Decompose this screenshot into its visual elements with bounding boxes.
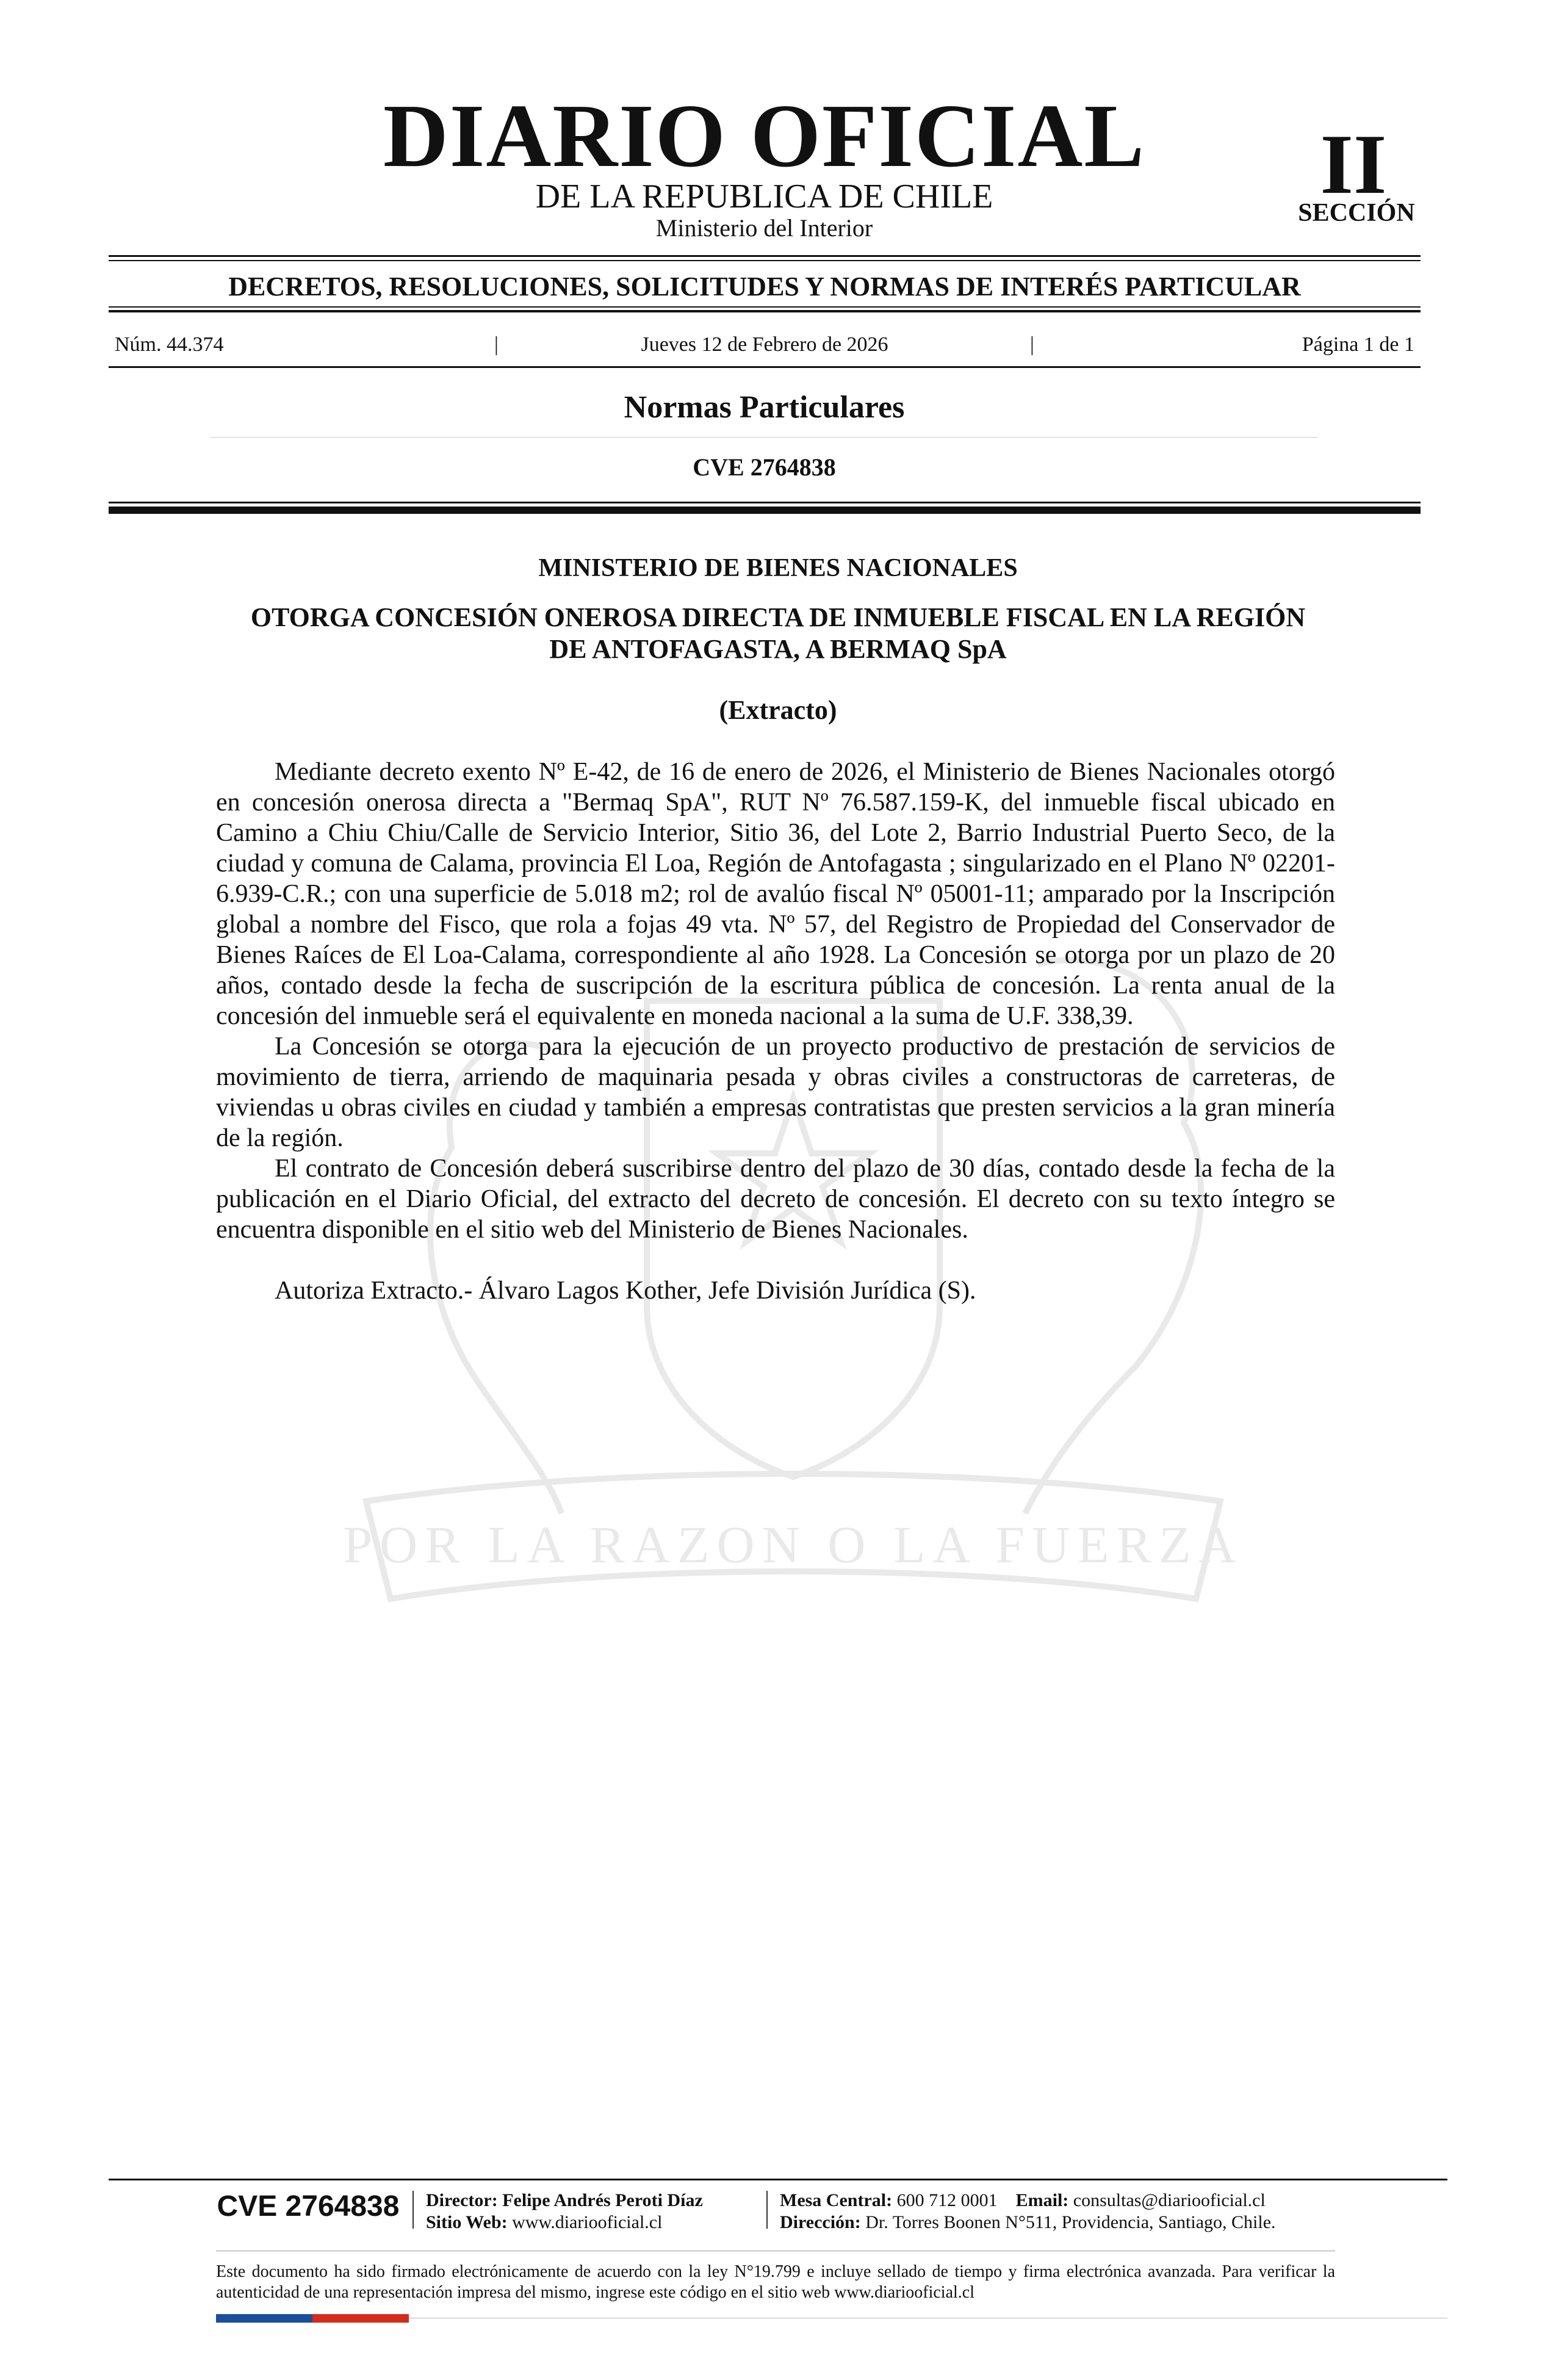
- issue-separator: |: [1030, 333, 1034, 356]
- issue-page: Página 1 de 1: [1302, 333, 1414, 356]
- issue-rule: [109, 366, 1421, 368]
- footer-contact-block: [780, 2190, 1366, 2234]
- article-paragraph: El contrato de Concesión deberá suscribirse dentro del plazo de 30 días, contado desde la fecha de la publicación en el Diario Oficial, del extracto del decreto de concesión. El decreto con su texto íntegro se encuentra disponible en el sitio web del Ministerio de Bienes Nacionales.: [216, 1155, 1335, 1244]
- article-signature: Autoriza Extracto.- Álvaro Lagos Kother, Jefe División Jurídica (S).: [275, 1277, 976, 1305]
- article-rule-thin: [109, 502, 1421, 503]
- signature-notice: Este documento ha sido firmado electrónicamente de acuerdo con la ley N°19.799 e incluye sellado de tiempo y firma electrónica avanzada. Para verificar la autenticidad de una representación impresa del mismo, ingrese este código en el sitio web www.diariooficial.cl: [216, 2262, 1335, 2302]
- issue-number: Núm. 44.374: [115, 333, 224, 356]
- section-label: SECCIÓN: [1298, 199, 1415, 227]
- director-name: Felipe Andrés Peroti Díaz: [502, 2190, 703, 2210]
- footer-director-block: [426, 2190, 768, 2234]
- section-number: II: [1320, 117, 1387, 212]
- masthead-rule-top-thin: [109, 260, 1421, 261]
- flag-stripe-red: [312, 2314, 409, 2323]
- article-subtitle: (Extracto): [719, 695, 837, 725]
- website-label: Sitio Web:: [426, 2212, 508, 2232]
- footer-divider: [412, 2191, 414, 2229]
- header-band: DECRETOS, RESOLUCIONES, SOLICITUDES Y NORMAS DE INTERÉS PARTICULAR: [228, 272, 1301, 301]
- article-paragraph: La Concesión se otorga para la ejecución de un proyecto productivo de prestación de servicios de movimiento de tierra, arriendo de maquinaria pesada y obras civiles a constructoras de carreteras, de viviendas u obras civiles en ciudad y también a empresas contratistas que presten servicios a la gran minería de la región.: [216, 1033, 1335, 1152]
- phone-number: 600 712 0001: [896, 2190, 998, 2210]
- footer-rule-top: [109, 2179, 1447, 2180]
- address-label: Dirección:: [780, 2212, 861, 2232]
- article-paragraph: Mediante decreto exento Nº E-42, de 16 de enero de 2026, el Ministerio de Bienes Nacionales otorgó en concesión onerosa directa a "Bermaq SpA", RUT Nº 76.587.159-K, del inmueble fiscal ubicado en Camino a Chiu Chiu/Calle de Servicio Interior, Sitio 36, del Lote 2, Barrio Industrial Puerto Seco, de la ciudad y comuna de Calama, provincia El Loa, Región de Antofagasta ; singularizado en el Plano Nº 02201-6.939-C.R.; con una superficie de 5.018 m2; rol de avalúo fiscal Nº 05001-11; amparado por la Inscripción global a nombre del Fisco, que rola a fojas 49 vta. Nº 57, del Registro de Propiedad del Conservador de Bienes Raíces de El Loa-Calama, correspondiente al año 1928. La Concesión se otorga por un plazo de 20 años, contado desde la fecha de suscripción de la escritura pública de concesión. La renta anual de la concesión del inmueble será el equivalente en moneda nacional a la suma de U.F. 338,39.: [216, 758, 1335, 1030]
- phone-label: Mesa Central:: [780, 2190, 893, 2210]
- cve-code: CVE 2764838: [693, 453, 836, 481]
- email-link[interactable]: consultas@diariooficial.cl: [1073, 2190, 1266, 2210]
- section-heading-underline: [211, 437, 1318, 438]
- footer-cve-code: CVE 2764838: [217, 2190, 400, 2223]
- article-ministry: MINISTERIO DE BIENES NACIONALES: [538, 554, 1018, 582]
- header-band-rule-thin: [109, 306, 1421, 308]
- header-band-rule: [109, 310, 1421, 312]
- email-label: Email:: [1015, 2190, 1069, 2210]
- article-title: OTORGA CONCESIÓN ONEROSA DIRECTA DE INMUEBLE FISCAL EN LA REGIÓN DE ANTOFAGASTA, A BERMAQ SpA: [250, 602, 1306, 664]
- flag-stripe-blue: [216, 2314, 312, 2323]
- issue-separator: |: [494, 333, 499, 356]
- masthead-rule-top: [109, 255, 1421, 257]
- watermark-motto: POR LA RAZON O LA FUERZA: [343, 1515, 1244, 1574]
- issue-date: Jueves 12 de Febrero de 2026: [641, 333, 888, 356]
- masthead-subtitle: DE LA REPUBLICA DE CHILE: [535, 178, 993, 215]
- article-rule-thick: [109, 507, 1421, 514]
- article-body: [216, 757, 1335, 1306]
- masthead-title: DIARIO OFICIAL: [383, 86, 1146, 186]
- masthead-ministry: Ministerio del Interior: [655, 214, 873, 242]
- footer-divider: [766, 2191, 768, 2229]
- director-label: Director:: [426, 2190, 498, 2210]
- website-link[interactable]: www.diariooficial.cl: [512, 2212, 663, 2232]
- section-heading: Normas Particulares: [624, 390, 905, 425]
- address-text: Dr. Torres Boonen N°511, Providencia, Santiago, Chile.: [865, 2212, 1276, 2232]
